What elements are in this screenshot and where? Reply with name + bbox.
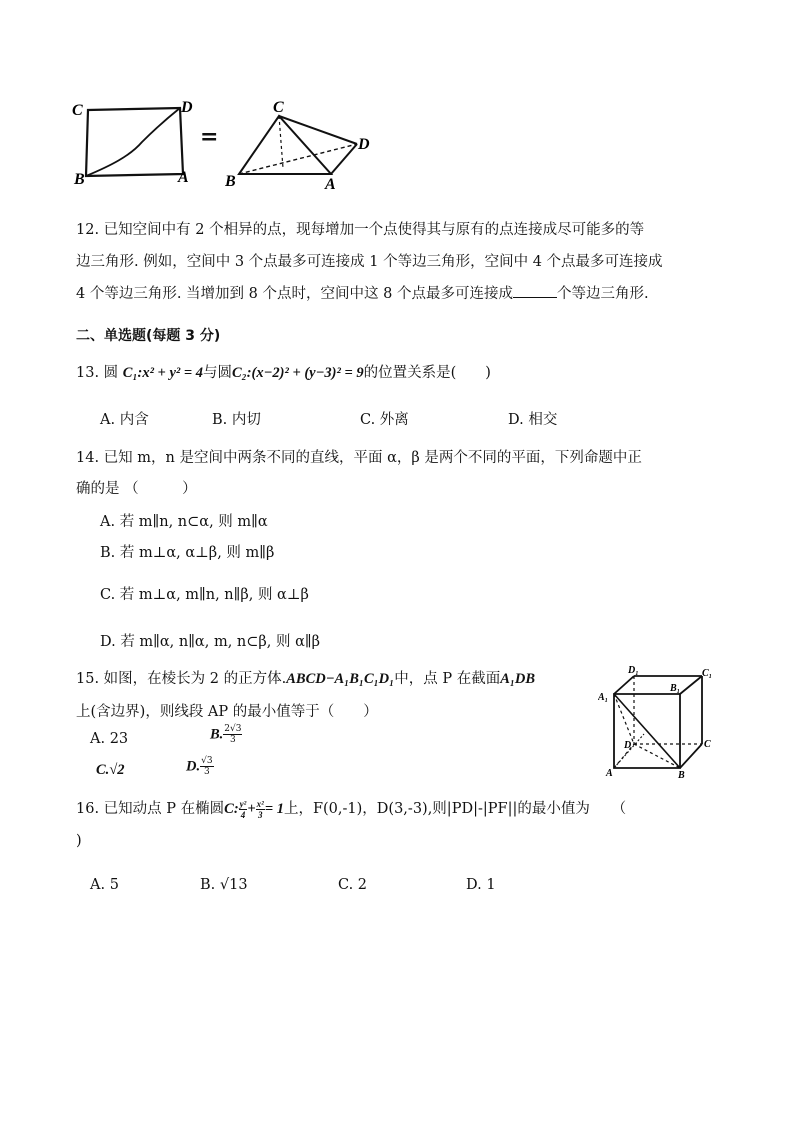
q16-frac-y-den: 4 <box>240 809 246 820</box>
q15-option-b[interactable] <box>210 724 242 745</box>
q13-option-c[interactable]: C. 外离 <box>360 412 409 428</box>
q16-line-1 <box>76 797 626 820</box>
q14-option-b[interactable]: B. 若 m⊥α, α⊥β, 则 m∥β <box>100 545 275 561</box>
q15-option-b-fraction <box>223 724 242 745</box>
q15-cube-name: ABCD−A₁B₁C₁D₁ <box>286 671 395 687</box>
q13-circle-c2: C₂:(x−2)² + (y−3)² = 9 <box>232 365 364 381</box>
q15-option-d-den: 3 <box>203 767 210 777</box>
rectangle-figure <box>70 96 200 188</box>
q14-line-2: 确的是 （ ） <box>76 481 197 497</box>
q12-line-3 <box>76 282 649 303</box>
cube-label-c1: C₁ <box>702 668 713 679</box>
q12-line-1: 12. 已知空间中有 2 个相异的点，现每增加一个点使得其与原有的点连接成尽可能多的等 <box>76 222 645 238</box>
tetra-label-a: A <box>325 176 336 193</box>
q16-frac-y-num: y² <box>239 798 247 809</box>
cube-label-b1: B₁ <box>670 683 681 694</box>
q16-line-2: ) <box>76 833 82 849</box>
q16-frac-x <box>256 799 265 820</box>
q16-plus: + <box>247 801 256 817</box>
q12-line-3-tail: 个等边三角形. <box>556 286 649 302</box>
q15-option-b-num: 2√3 <box>224 724 242 734</box>
q15-option-d-num: √3 <box>201 756 213 766</box>
q13-tail: 的位置关系是( ) <box>363 365 491 381</box>
cube-label-a1: A₁ <box>598 692 609 703</box>
tetra-label-b: B <box>225 173 236 190</box>
q12-answer-blank[interactable] <box>513 296 557 298</box>
q13-circle-c1: C₁:x² + y² = 4 <box>122 365 203 381</box>
q16-ellipse-name: C: <box>224 801 239 817</box>
q13-option-a[interactable]: A. 内含 <box>100 412 149 428</box>
q15-line-2: 上(含边界)，则线段 AP 的最小值等于（ ） <box>76 704 378 720</box>
cube-label-c: C <box>704 739 711 750</box>
q15-option-b-label: B. <box>210 726 224 743</box>
q16-option-a[interactable]: A. 5 <box>90 877 119 893</box>
q16-pre: 16. 已知动点 P 在椭圆 <box>76 801 225 817</box>
cube-label-d1: D₁ <box>628 665 639 676</box>
q16-option-c[interactable]: C. 2 <box>338 877 368 893</box>
q15-plane-name: A₁DB <box>500 671 536 687</box>
q15-option-a[interactable]: A. 23 <box>90 731 129 747</box>
q12-line-3-text: 4 个等边三角形. 当增加到 8 个点时，空间中这 8 个点最多可连接成 <box>76 286 513 302</box>
q14-option-c[interactable]: C. 若 m⊥α, m∥n, n∥β, 则 α⊥β <box>100 587 309 603</box>
tetra-label-d: D <box>358 136 370 153</box>
equals-sign: = <box>200 124 219 150</box>
rect-label-a: A <box>178 169 189 186</box>
q13-stem <box>76 361 491 382</box>
q15-option-d-fraction <box>200 756 213 777</box>
q15-mid: 中，点 P 在截面 <box>394 671 501 687</box>
q13-mid: 与圆 <box>203 365 232 381</box>
q16-option-d[interactable]: D. 1 <box>466 877 496 893</box>
rect-label-d: D <box>181 99 193 116</box>
q15-option-d[interactable] <box>186 756 214 777</box>
cube-label-d: D <box>624 740 632 751</box>
q16-frac-x-num: x² <box>256 798 264 809</box>
q16-frac-x-den: 3 <box>257 809 263 820</box>
q13-option-d[interactable]: D. 相交 <box>508 412 558 428</box>
q13-option-b[interactable]: B. 内切 <box>212 412 261 428</box>
section-title: 二、单选题(每题 3 分) <box>76 328 221 344</box>
q15-option-b-den: 3 <box>230 735 236 745</box>
q14-line-1: 14. 已知 m，n 是空间中两条不同的直线，平面 α，β 是两个不同的平面，下列命题中正 <box>76 450 642 466</box>
q16-post: 上，F(0,-1)，D(3,-3),则|PD|-|PF||的最小值为 （ <box>283 801 627 817</box>
q15-line-1 <box>76 667 535 688</box>
q12-line-2: 边三角形. 例如，空间中 3 个点最多可连接成 1 个等边三角形，空间中 4 个点最多可连接成 <box>76 254 663 270</box>
tetrahedron-figure <box>225 96 380 194</box>
q16-option-b[interactable]: B. √13 <box>200 877 248 893</box>
q13-number: 13. 圆 <box>76 365 119 381</box>
q15-pre: 15. 如图，在棱长为 2 的正方体. <box>76 671 287 687</box>
q15-option-d-label: D. <box>186 758 201 775</box>
q15-option-c[interactable]: C.√2 <box>96 762 125 778</box>
q16-equals: = 1 <box>264 801 284 817</box>
tetra-label-c: C <box>273 99 284 116</box>
q14-option-d[interactable]: D. 若 m∥α, n∥α, m, n⊂β, 则 α∥β <box>100 634 320 650</box>
q14-option-a[interactable]: A. 若 m∥n, n⊂α, 则 m∥α <box>100 514 268 530</box>
cube-label-a: A <box>606 768 613 779</box>
rect-label-b: B <box>74 171 85 188</box>
cube-figure <box>598 664 723 782</box>
rect-label-c: C <box>72 102 83 119</box>
cube-label-b: B <box>678 770 685 781</box>
